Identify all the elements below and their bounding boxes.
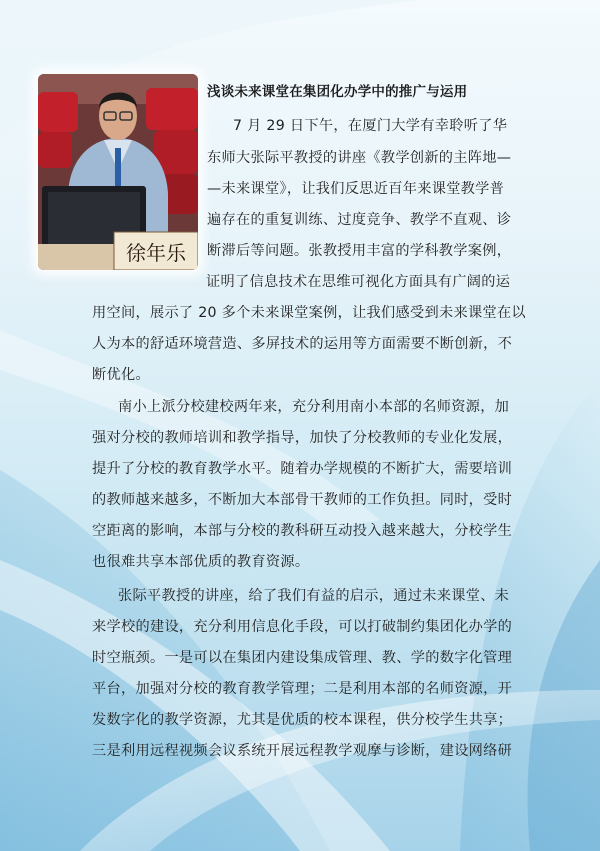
paragraph-line: 空距离的影响，本部与分校的教科研互动投入越来越大，分校学生 — [92, 523, 513, 539]
paragraph-line: 时空瓶颈。一是可以在集团内建设集成管理、教、学的数字化管理 — [92, 650, 513, 666]
paragraph-line: 断滞后等问题。张教授用丰富的学科教学案例， — [207, 243, 512, 259]
paragraph-line: 的教师越来越多，不断加大本部骨干教师的工作负担。同时，受时 — [92, 492, 513, 508]
paragraph-line: 三是利用远程视频会议系统开展远程教学观摩与诊断，建设网络研 — [92, 743, 513, 759]
nameplate-text: 徐年乐 — [126, 241, 186, 265]
paragraph-line: 7 月 29 日下午，在厦门大学有幸聆听了华 — [233, 118, 508, 134]
paragraph-line: 平台，加强对分校的教育教学管理；二是利用本部的名师资源，开 — [92, 681, 513, 697]
paragraph-line: 人为本的舒适环境营造、多屏技术的运用等方面需要不断创新，不 — [92, 336, 513, 352]
paragraph-line: 东师大张际平教授的讲座《教学创新的主阵地— — [207, 150, 512, 166]
paragraph-line: 遍存在的重复训练、过度竞争、教学不直观、诊 — [207, 212, 512, 228]
speaker-photo — [38, 74, 198, 270]
article-title: 浅谈未来课堂在集团化办学中的推广与运用 — [207, 84, 468, 100]
paragraph-line: 提升了分校的教育教学水平。随着办学规模的不断扩大，需要培训 — [92, 461, 513, 477]
paragraph-line: —未来课堂》，让我们反思近百年来课堂教学普 — [207, 181, 505, 197]
paragraph-line: 来学校的建设，充分利用信息化手段，可以打破制约集团化办学的 — [92, 619, 513, 635]
paragraph-line: 强对分校的教师培训和教学指导，加快了分校教师的专业化发展， — [92, 430, 513, 446]
paragraph-line: 也很难共享本部优质的教育资源。 — [92, 554, 310, 570]
paragraph-line: 南小上派分校建校两年来，充分利用南小本部的名师资源，加 — [118, 399, 510, 415]
paragraph-line: 用空间，展示了 20 多个未来课堂案例，让我们感受到未来课堂在以 — [92, 305, 526, 321]
paragraph-line: 张际平教授的讲座，给了我们有益的启示，通过未来课堂、未 — [118, 588, 510, 604]
paragraph-line: 发数字化的教学资源，尤其是优质的校本课程，供分校学生共享； — [92, 712, 513, 728]
paragraph-line: 证明了信息技术在思维可视化方面具有广阔的运 — [206, 274, 511, 290]
paragraph-line: 断优化。 — [92, 367, 150, 383]
